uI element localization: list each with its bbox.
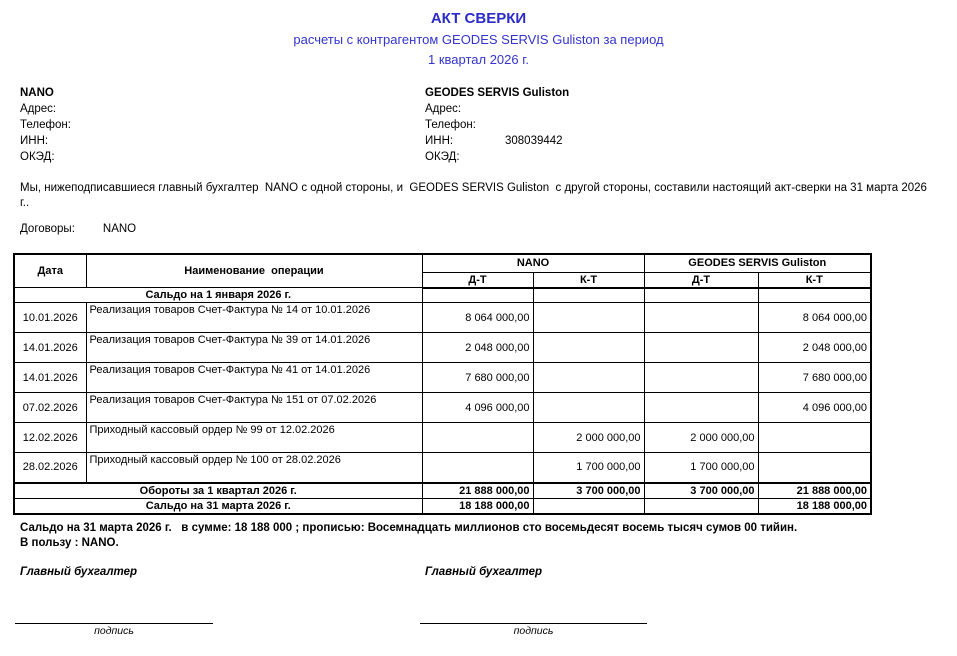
amount-cell: [758, 423, 871, 453]
inn-label: ИНН:: [425, 135, 454, 147]
amount-cell: 21 888 000,00: [422, 483, 533, 499]
amount-cell: 2 000 000,00: [644, 423, 758, 453]
col-header-geodes-kt: К-Т: [758, 272, 871, 288]
operation-cell: Реализация товаров Счет-Фактура № 39 от 14.01.2026: [86, 333, 422, 363]
signature-caption: подпись: [513, 625, 554, 637]
title-block: [0, 8, 957, 70]
amount-cell: 4 096 000,00: [758, 393, 871, 423]
in-favor-text: В пользу : NANO.: [20, 537, 119, 549]
amount-cell: [644, 288, 758, 303]
turnover-label: Обороты за 1 квартал 2026 г.: [14, 483, 422, 499]
opening-balance-label: Сальдо на 1 января 2026 г.: [14, 288, 422, 303]
operation-cell: Приходный кассовый ордер № 99 от 12.02.2026: [86, 423, 422, 453]
amount-cell: 8 064 000,00: [422, 303, 533, 333]
party-right-name: GEODES SERVIS Guliston: [425, 87, 570, 99]
amount-cell: 1 700 000,00: [533, 453, 644, 483]
col-header-nano-kt: К-Т: [533, 272, 644, 288]
operation-cell: Приходный кассовый ордер № 100 от 28.02.2026: [86, 453, 422, 483]
opening-balance-row: [14, 288, 871, 303]
party-right: [425, 85, 865, 165]
operation-cell: Реализация товаров Счет-Фактура № 151 от 07.02.2026: [86, 393, 422, 423]
address-label: Адрес:: [425, 103, 462, 115]
date-cell: 07.02.2026: [14, 393, 86, 423]
amount-cell: [533, 393, 644, 423]
document-title: АКТ СВЕРКИ: [430, 10, 527, 27]
party-right-oked: [425, 149, 865, 165]
amount-cell: 18 188 000,00: [422, 498, 533, 514]
inn-label: ИНН:: [20, 135, 49, 147]
amount-cell: 7 680 000,00: [758, 363, 871, 393]
party-left-inn: [20, 133, 410, 149]
amount-cell: 3 700 000,00: [533, 483, 644, 499]
amount-cell: 18 188 000,00: [758, 498, 871, 514]
col-header-nano: NANO: [422, 254, 644, 272]
table-row: [14, 423, 871, 453]
amount-cell: [422, 453, 533, 483]
amount-cell: [644, 303, 758, 333]
contracts-value: NANO: [102, 223, 137, 235]
closing-balance-row: [14, 498, 871, 514]
turnover-row: [14, 483, 871, 499]
reconciliation-table: [13, 253, 872, 515]
amount-cell: [533, 333, 644, 363]
party-right-address: [425, 101, 865, 117]
amount-cell: 4 096 000,00: [422, 393, 533, 423]
contracts-line: [20, 223, 136, 235]
col-header-geodes: GEODES SERVIS Guliston: [644, 254, 871, 272]
amount-cell: 2 000 000,00: [533, 423, 644, 453]
amount-cell: [758, 288, 871, 303]
preamble-text: Мы, нижеподписавшиеся главный бухгалтер NANO с одной стороны, и GEODES SERVIS Guliston с другой стороны, составили настоящий акт-сверки на 31 марта 2026 г..: [20, 182, 931, 209]
date-cell: 10.01.2026: [14, 303, 86, 333]
amount-cell: 21 888 000,00: [758, 483, 871, 499]
table-row: [14, 393, 871, 423]
inn-value: 308039442: [505, 135, 563, 147]
balance-summary-text: Сальдо на 31 марта 2026 г. в сумме: 18 188 000 ; прописью: Восемнадцать миллионов сто восемьдесят восемь тысяч сумов 00 тийин.: [20, 522, 798, 534]
amount-cell: [644, 498, 758, 514]
document-subtitle: расчеты с контрагентом GEODES SERVIS Guliston за период: [293, 32, 664, 47]
oked-label: ОКЭД:: [425, 151, 460, 163]
amount-cell: [644, 333, 758, 363]
footer-summary: [20, 521, 937, 551]
party-left: [20, 85, 410, 165]
table-row: [14, 303, 871, 333]
amount-cell: [644, 393, 758, 423]
amount-cell: [533, 363, 644, 393]
amount-cell: [533, 303, 644, 333]
table-row: [14, 363, 871, 393]
col-header-geodes-dt: Д-Т: [644, 272, 758, 288]
amount-cell: 1 700 000,00: [644, 453, 758, 483]
party-left-oked: [20, 149, 410, 165]
date-cell: 28.02.2026: [14, 453, 86, 483]
signature-block-right: [420, 623, 647, 638]
party-left-address: [20, 101, 410, 117]
party-left-phone: [20, 117, 410, 133]
amount-cell: 3 700 000,00: [644, 483, 758, 499]
party-right-inn: [425, 133, 865, 149]
col-header-date: Дата: [14, 254, 86, 288]
amount-cell: [422, 288, 533, 303]
address-label: Адрес:: [20, 103, 57, 115]
date-cell: 14.01.2026: [14, 363, 86, 393]
date-cell: 14.01.2026: [14, 333, 86, 363]
operation-cell: Реализация товаров Счет-Фактура № 14 от 10.01.2026: [86, 303, 422, 333]
table-row: [14, 453, 871, 483]
operation-cell: Реализация товаров Счет-Фактура № 41 от 14.01.2026: [86, 363, 422, 393]
phone-label: Телефон:: [20, 119, 71, 131]
phone-label: Телефон:: [425, 119, 476, 131]
amount-cell: [533, 498, 644, 514]
amount-cell: [422, 423, 533, 453]
signature-caption: подпись: [94, 625, 134, 637]
party-right-phone: [425, 117, 865, 133]
signature-block-left: [15, 623, 213, 638]
document-period: 1 квартал 2026 г.: [428, 52, 529, 67]
amount-cell: 2 048 000,00: [422, 333, 533, 363]
col-header-nano-dt: Д-Т: [422, 272, 533, 288]
contracts-label: Договоры:: [20, 223, 75, 235]
party-left-name: NANO: [20, 87, 54, 99]
col-header-operation: Наименование операции: [86, 254, 422, 288]
accountant-title-right: Главный бухгалтер: [425, 566, 543, 578]
amount-cell: [533, 288, 644, 303]
accountant-title-left: Главный бухгалтер: [20, 566, 138, 578]
amount-cell: [644, 363, 758, 393]
table-row: [14, 333, 871, 363]
closing-balance-label: Сальдо на 31 марта 2026 г.: [14, 498, 422, 514]
amount-cell: 2 048 000,00: [758, 333, 871, 363]
amount-cell: 7 680 000,00: [422, 363, 533, 393]
amount-cell: [758, 453, 871, 483]
oked-label: ОКЭД:: [20, 151, 55, 163]
amount-cell: 8 064 000,00: [758, 303, 871, 333]
date-cell: 12.02.2026: [14, 423, 86, 453]
table-header-row-top: [14, 254, 871, 272]
